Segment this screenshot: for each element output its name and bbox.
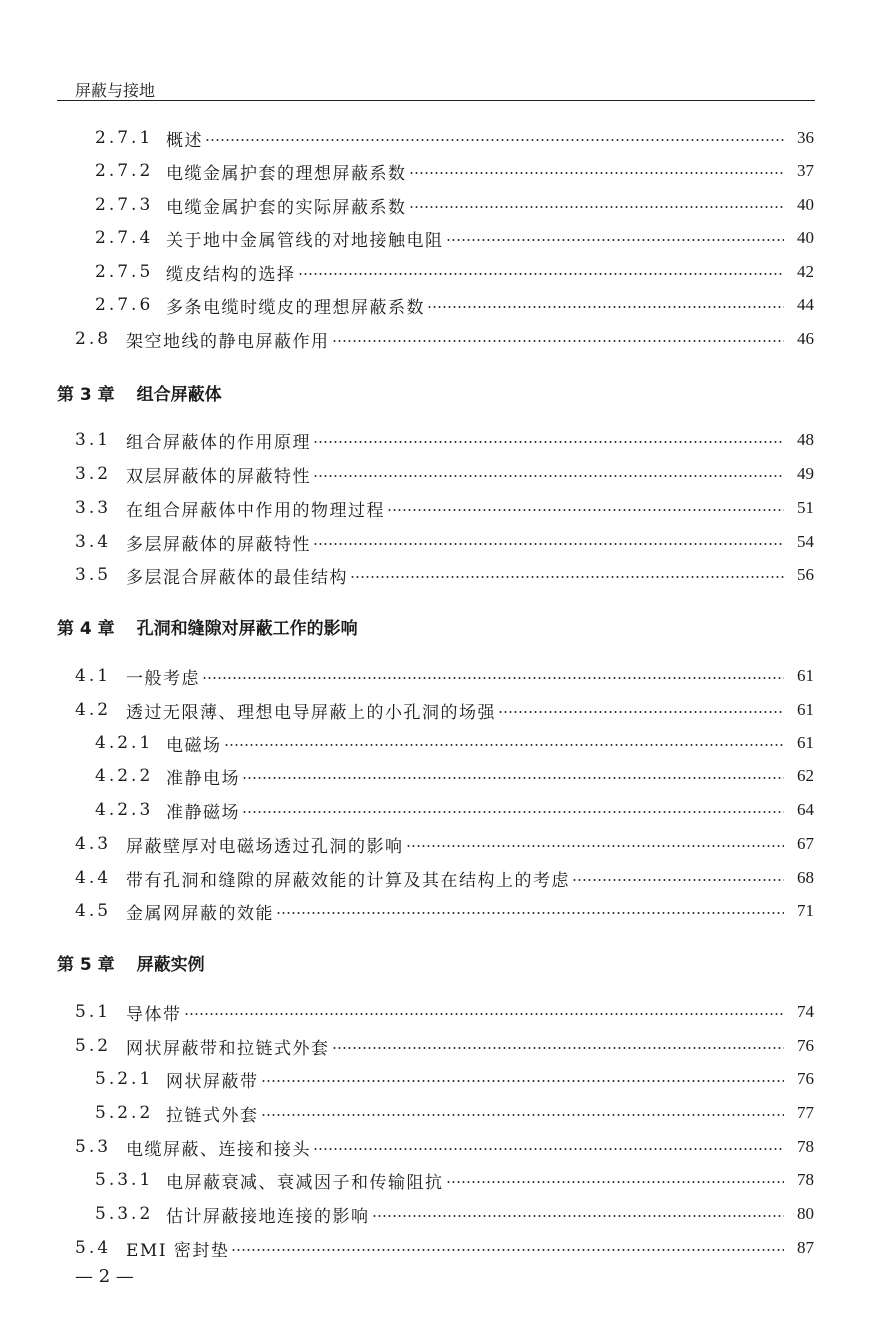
entry-page-number: 54 [797,532,814,551]
entry-page-number: 49 [797,464,814,483]
entry-title: 拉链式外套 [166,1105,259,1126]
toc-entry[interactable] [95,731,814,755]
toc-entry[interactable] [75,428,814,452]
dot-leader [409,206,785,208]
toc-entry[interactable] [75,530,814,554]
entry-page-number: 61 [797,700,814,719]
toc-entry[interactable] [95,226,814,250]
dot-leader [184,1013,785,1015]
toc-entry[interactable] [75,1000,814,1024]
entry-page-number: 77 [797,1103,814,1122]
entry-number: 2.7.3 [95,195,154,215]
entry-page-number: 51 [797,498,814,517]
entry-title: 导体带 [126,1004,182,1025]
entry-title: 电磁场 [166,735,222,756]
entry-page-number: 37 [797,161,814,180]
toc-entry[interactable] [75,866,814,890]
entry-title: 网状屏蔽带和拉链式外套 [126,1038,330,1059]
entry-number: 3.2 [75,464,112,484]
toc-entry[interactable] [75,1135,814,1159]
entry-page-number: 44 [797,295,814,314]
toc-entry[interactable] [95,764,814,788]
entry-title: 金属网屏蔽的效能 [126,903,274,924]
entry-title: 多层屏蔽体的屏蔽特性 [126,534,311,555]
entry-title: 双层屏蔽体的屏蔽特性 [126,466,311,487]
entry-page-number: 56 [797,565,814,584]
entry-title: 多层混合屏蔽体的最佳结构 [126,567,348,588]
entry-title: 电缆屏蔽、连接和接头 [126,1139,311,1160]
entry-title: 准静电场 [166,768,240,789]
entry-number: 5.2.2 [95,1103,154,1123]
toc-entry[interactable] [95,1202,814,1226]
entry-page-number: 76 [797,1069,814,1088]
entry-page-number: 42 [797,262,814,281]
dot-leader [332,1047,785,1049]
chapter-title: 屏蔽实例 [136,955,205,975]
entry-number: 5.1 [75,1002,112,1022]
dot-leader [298,273,785,275]
entry-title: 准静磁场 [166,802,240,823]
entry-page-number: 36 [797,128,814,147]
entry-number: 3.1 [75,430,112,450]
entry-page-number: 62 [797,766,814,785]
entry-title: 组合屏蔽体的作用原理 [126,432,311,453]
entry-page-number: 78 [797,1170,814,1189]
entry-number: 4.5 [75,901,112,921]
dot-leader [406,845,785,847]
toc-entry[interactable] [95,1168,814,1192]
entry-title: 关于地中金属管线的对地接触电阻 [166,230,444,251]
entry-title: 电缆金属护套的实际屏蔽系数 [166,197,407,218]
chapter-heading [57,380,222,405]
entry-title: 估计屏蔽接地连接的影响 [166,1206,370,1227]
chapter-heading [57,950,205,975]
entry-page-number: 48 [797,430,814,449]
entry-number: 5.3.2 [95,1204,154,1224]
entry-title: 电缆金属护套的理想屏蔽系数 [166,163,407,184]
dot-leader [205,139,784,141]
entry-number: 5.3.1 [95,1170,154,1190]
entry-number: 2.7.2 [95,161,154,181]
entry-number: 2.7.5 [95,262,154,282]
entry-page-number: 80 [797,1204,814,1223]
dot-leader [202,677,784,679]
entry-title: 电屏蔽衰减、衰减因子和传输阻抗 [166,1172,444,1193]
entry-page-number: 61 [797,666,814,685]
entry-title: EMI 密封垫 [126,1240,230,1261]
toc-entry[interactable] [75,496,814,520]
dot-leader [231,1249,784,1251]
toc-entry[interactable] [75,698,814,722]
dot-leader [350,576,784,578]
entry-page-number: 40 [797,195,814,214]
toc-entry[interactable] [75,1236,814,1260]
toc-entry[interactable] [95,798,814,822]
entry-title: 屏蔽壁厚对电磁场透过孔洞的影响 [126,836,404,857]
dot-leader [242,777,784,779]
entry-number: 3.5 [75,565,112,585]
entry-number: 4.4 [75,868,112,888]
entry-number: 4.3 [75,834,112,854]
toc-entry[interactable] [75,664,814,688]
entry-number: 2.7.1 [95,128,154,148]
toc-entry[interactable] [75,832,814,856]
entry-number: 4.2.1 [95,733,154,753]
chapter-number: 第 3 章 [57,385,115,405]
dot-leader [276,912,784,914]
entry-page-number: 76 [797,1036,814,1055]
entry-page-number: 74 [797,1002,814,1021]
dot-leader [446,239,785,241]
toc-entry[interactable] [95,260,814,284]
entry-title: 带有孔洞和缝隙的屏蔽效能的计算及其在结构上的考虑 [126,870,570,891]
toc-entry[interactable] [75,563,814,587]
chapter-title: 孔洞和缝隙对屏蔽工作的影响 [136,619,358,639]
entry-page-number: 46 [797,329,814,348]
dot-leader [313,441,784,443]
entry-page-number: 40 [797,228,814,247]
entry-number: 4.2.2 [95,766,154,786]
entry-number: 3.3 [75,498,112,518]
toc-entry[interactable] [95,126,814,150]
entry-title: 一般考虑 [126,668,200,689]
entry-title: 在组合屏蔽体中作用的物理过程 [126,500,385,521]
header-rule [57,100,815,101]
chapter-number: 第 4 章 [57,619,115,639]
page-number-footer: — 2 — [75,1266,134,1287]
dot-leader [387,509,784,511]
entry-page-number: 68 [797,868,814,887]
entry-number: 2.7.6 [95,295,154,315]
entry-title: 网状屏蔽带 [166,1071,259,1092]
entry-page-number: 61 [797,733,814,752]
entry-title: 架空地线的静电屏蔽作用 [126,331,330,352]
running-header: 屏蔽与接地 [75,81,156,100]
toc-entry[interactable] [75,1034,814,1058]
entry-title: 透过无限薄、理想电导屏蔽上的小孔洞的场强 [126,702,496,723]
entry-page-number: 71 [797,901,814,920]
toc-entry[interactable] [95,293,814,317]
entry-page-number: 64 [797,800,814,819]
dot-leader [313,475,784,477]
dot-leader [446,1181,785,1183]
entry-number: 5.2.1 [95,1069,154,1089]
entry-number: 2.7.4 [95,228,154,248]
chapter-heading [57,614,358,639]
toc-entry[interactable] [75,327,814,351]
toc-entry[interactable] [95,193,814,217]
entry-page-number: 67 [797,834,814,853]
dot-leader [261,1114,785,1116]
entry-title: 缆皮结构的选择 [166,264,296,285]
entry-number: 5.4 [75,1238,112,1258]
toc-entry[interactable] [95,159,814,183]
entry-title: 概述 [166,130,203,151]
dot-leader [427,306,784,308]
entry-number: 5.3 [75,1137,112,1157]
dot-leader [313,1148,784,1150]
entry-number: 4.2 [75,700,112,720]
entry-title: 多条电缆时缆皮的理想屏蔽系数 [166,297,425,318]
toc-entry[interactable] [95,1067,814,1091]
entry-page-number: 78 [797,1137,814,1156]
entry-number: 5.2 [75,1036,112,1056]
toc-entry[interactable] [95,1101,814,1125]
dot-leader [224,744,785,746]
chapter-title: 组合屏蔽体 [136,385,222,405]
dot-leader [261,1080,785,1082]
dot-leader [409,172,785,174]
entry-page-number: 87 [797,1238,814,1257]
entry-number: 4.1 [75,666,112,686]
entry-number: 2.8 [75,329,112,349]
toc-entry[interactable] [75,899,814,923]
dot-leader [242,811,784,813]
dot-leader [372,1215,785,1217]
entry-number: 4.2.3 [95,800,154,820]
dot-leader [332,340,785,342]
dot-leader [313,543,784,545]
dot-leader [572,879,784,881]
entry-number: 3.4 [75,532,112,552]
dot-leader [498,711,784,713]
chapter-number: 第 5 章 [57,955,115,975]
toc-entry[interactable] [75,462,814,486]
